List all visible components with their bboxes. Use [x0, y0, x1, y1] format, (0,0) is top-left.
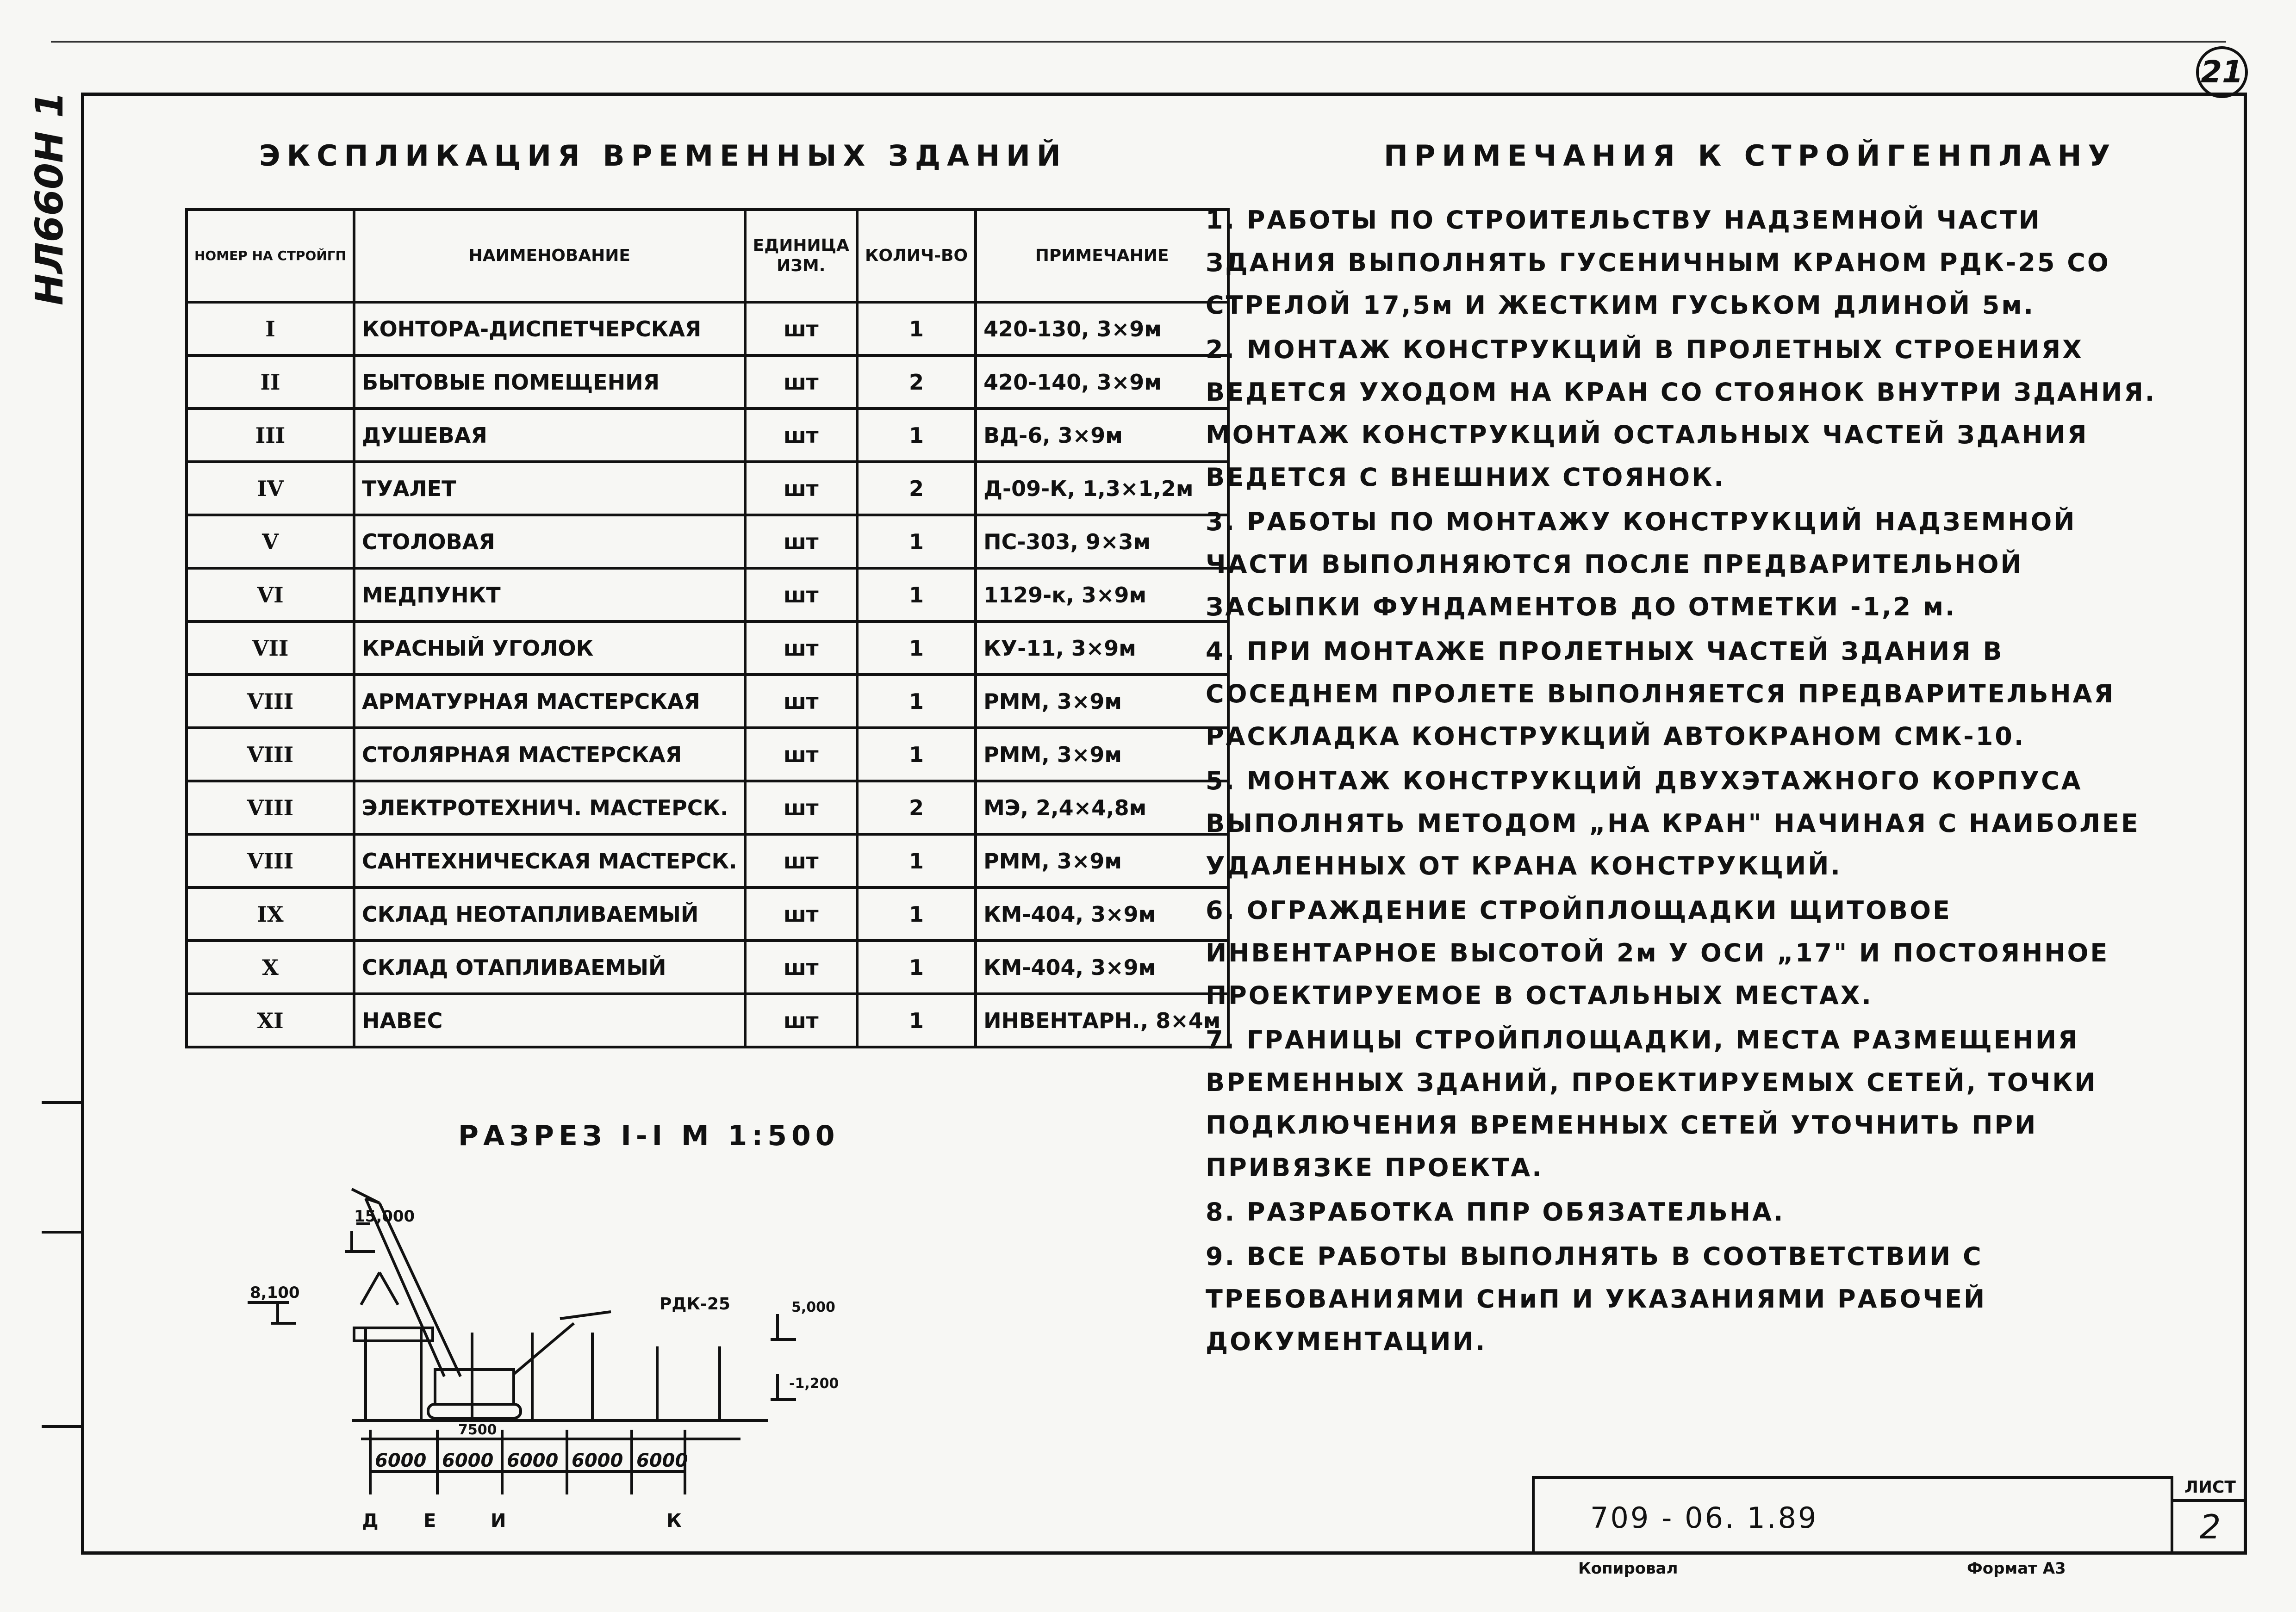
- row-number: XI: [187, 994, 354, 1047]
- top-trim-line: [51, 41, 2226, 43]
- row-note: ПС-303, 9×3м: [976, 515, 1228, 568]
- row-name: ДУШЕВАЯ: [354, 409, 745, 462]
- row-note: КМ-404, 3×9м: [976, 941, 1228, 994]
- row-qty: 1: [857, 728, 976, 781]
- table-row: [187, 887, 1228, 941]
- row-qty: 1: [857, 887, 976, 941]
- row-unit: шт: [745, 462, 857, 515]
- row-qty: 2: [857, 462, 976, 515]
- row-name: СКЛАД НЕОТАПЛИВАЕМЫЙ: [354, 887, 745, 941]
- row-unit: шт: [745, 728, 857, 781]
- note-item: 5. МОНТАЖ КОНСТРУКЦИЙ ДВУХЭТАЖНОГО КОРПУСА ВЫПОЛНЯТЬ МЕТОДОМ „НА КРАН" НАЧИНАЯ С НАИБОЛЕЕ УДАЛЕННЫХ ОТ КРАНА КОНСТРУКЦИЙ.: [1206, 766, 2140, 880]
- row-note: ИНВЕНТАРН., 8×4м: [976, 994, 1228, 1047]
- note-item: 8. РАЗРАБОТКА ППР ОБЯЗАТЕЛЬНА.: [1206, 1197, 1785, 1227]
- table-row: [187, 409, 1228, 462]
- row-qty: 1: [857, 409, 976, 462]
- row-name: АРМАТУРНАЯ МАСТЕРСКАЯ: [354, 675, 745, 728]
- table-row: [187, 941, 1228, 994]
- note-item: 9. ВСЕ РАБОТЫ ВЫПОЛНЯТЬ В СООТВЕТСТВИИ С ТРЕБОВАНИЯМИ СНиП И УКАЗАНИЯМИ РАБОЧЕЙ ДОКУМЕНТАЦИИ.: [1206, 1242, 1987, 1356]
- table-row: [187, 462, 1228, 515]
- sheet-label: ЛИСТ: [2173, 1476, 2247, 1502]
- table-row: [187, 781, 1228, 834]
- row-name: МЕДПУНКТ: [354, 568, 745, 621]
- axis-label: Д: [362, 1510, 379, 1531]
- row-name: НАВЕС: [354, 994, 745, 1047]
- sheet-box: [2171, 1476, 2247, 1555]
- row-unit: шт: [745, 621, 857, 675]
- row-unit: шт: [745, 994, 857, 1047]
- format-label: Формат А3: [1967, 1559, 2066, 1578]
- level-label: 15,000: [354, 1207, 415, 1226]
- table-row: [187, 834, 1228, 887]
- table-row: [187, 675, 1228, 728]
- row-name: ЭЛЕКТРОТЕХНИЧ. МАСТЕРСК.: [354, 781, 745, 834]
- explication-title: ЭКСПЛИКАЦИЯ ВРЕМЕННЫХ ЗДАНИЙ: [259, 139, 1067, 173]
- span-label: 6000: [442, 1450, 494, 1471]
- explication-table: [185, 208, 1230, 1048]
- table-row: [187, 621, 1228, 675]
- row-number: II: [187, 355, 354, 409]
- row-number: IV: [187, 462, 354, 515]
- row-number: VIII: [187, 728, 354, 781]
- row-unit: шт: [745, 834, 857, 887]
- row-unit: шт: [745, 568, 857, 621]
- row-note: КУ-11, 3×9м: [976, 621, 1228, 675]
- row-name: БЫТОВЫЕ ПОМЕЩЕНИЯ: [354, 355, 745, 409]
- margin-tick: [42, 1101, 81, 1104]
- row-unit: шт: [745, 355, 857, 409]
- note-item: 4. ПРИ МОНТАЖЕ ПРОЛЕТНЫХ ЧАСТЕЙ ЗДАНИЯ В СОСЕДНЕМ ПРОЛЕТЕ ВЫПОЛНЯЕТСЯ ПРЕДВАРИТЕЛЬНАЯ РАСКЛАДКА КОНСТРУКЦИЙ АВТОКРАНОМ СМК-10.: [1206, 637, 2116, 751]
- row-name: ТУАЛЕТ: [354, 462, 745, 515]
- row-qty: 1: [857, 621, 976, 675]
- row-unit: шт: [745, 515, 857, 568]
- row-qty: 1: [857, 302, 976, 355]
- header-number: НОМЕР НА СТРОЙГП: [187, 210, 354, 302]
- header-qty: КОЛИЧ-ВО: [857, 210, 976, 302]
- title-block-code: 709 - 06. 1.89: [1532, 1476, 2171, 1555]
- span-label: 6000: [636, 1450, 688, 1471]
- note-item: 3. РАБОТЫ ПО МОНТАЖУ КОНСТРУКЦИЙ НАДЗЕМНОЙ ЧАСТИ ВЫПОЛНЯЮТСЯ ПОСЛЕ ПРЕДВАРИТЕЛЬНОЙ ЗАСЫПКИ ФУНДАМЕНТОВ ДО ОТМЕТКИ -1,2 м.: [1206, 507, 2077, 621]
- note-item: 2. МОНТАЖ КОНСТРУКЦИЙ В ПРОЛЕТНЫХ СТРОЕНИЯХ ВЕДЕТСЯ УХОДОМ НА КРАН СО СТОЯНОК ВНУТРИ ЗДАНИЯ. МОНТАЖ КОНСТРУКЦИЙ ОСТАЛЬНЫХ ЧАСТЕЙ ЗДАНИЯ ВЕДЕТСЯ С ВНЕШНИХ СТОЯНОК.: [1206, 335, 2157, 492]
- margin-tick: [42, 1231, 81, 1234]
- span-label: 6000: [375, 1450, 427, 1471]
- row-qty: 1: [857, 568, 976, 621]
- row-name: СКЛАД ОТАПЛИВАЕМЫЙ: [354, 941, 745, 994]
- row-note: РММ, 3×9м: [976, 834, 1228, 887]
- row-note: 420-130, 3×9м: [976, 302, 1228, 355]
- row-unit: шт: [745, 887, 857, 941]
- row-number: VIII: [187, 781, 354, 834]
- header-note: ПРИМЕЧАНИЕ: [976, 210, 1228, 302]
- level-label: -1,200: [789, 1376, 839, 1392]
- margin-tick: [42, 1425, 81, 1428]
- row-number: IX: [187, 887, 354, 941]
- row-number: VIII: [187, 834, 354, 887]
- row-unit: шт: [745, 409, 857, 462]
- row-qty: 2: [857, 781, 976, 834]
- row-number: X: [187, 941, 354, 994]
- row-unit: шт: [745, 941, 857, 994]
- row-note: Д-09-К, 1,3×1,2м: [976, 462, 1228, 515]
- level-label: 5,000: [791, 1299, 835, 1315]
- row-name: КОНТОРА-ДИСПЕТЧЕРСКАЯ: [354, 302, 745, 355]
- row-qty: 1: [857, 515, 976, 568]
- table-row: [187, 994, 1228, 1047]
- row-qty: 1: [857, 941, 976, 994]
- note-item: 6. ОГРАЖДЕНИЕ СТРОЙПЛОЩАДКИ ЩИТОВОЕ ИНВЕНТАРНОЕ ВЫСОТОЙ 2м У ОСИ „17" И ПОСТОЯННОЕ ПРОЕКТИРУЕМОЕ В ОСТАЛЬНЫХ МЕСТАХ.: [1206, 896, 2109, 1010]
- table-header-row: [187, 210, 1228, 302]
- level-label: 8,100: [250, 1283, 300, 1302]
- row-number: V: [187, 515, 354, 568]
- row-note: РММ, 3×9м: [976, 728, 1228, 781]
- row-qty: 1: [857, 994, 976, 1047]
- table-row: [187, 355, 1228, 409]
- row-note: КМ-404, 3×9м: [976, 887, 1228, 941]
- row-note: МЭ, 2,4×4,8м: [976, 781, 1228, 834]
- row-unit: шт: [745, 675, 857, 728]
- row-unit: шт: [745, 302, 857, 355]
- row-name: САНТЕХНИЧЕСКАЯ МАСТЕРСК.: [354, 834, 745, 887]
- header-name: НАИМЕНОВАНИЕ: [354, 210, 745, 302]
- section-title: РАЗРЕЗ I-I М 1:500: [458, 1120, 840, 1152]
- row-qty: 1: [857, 834, 976, 887]
- sheet-number-circle: 21: [2196, 46, 2248, 98]
- header-unit: ЕДИНИЦА ИЗМ.: [745, 210, 857, 302]
- table-row: [187, 302, 1228, 355]
- row-name: СТОЛЯРНАЯ МАСТЕРСКАЯ: [354, 728, 745, 781]
- table-row: [187, 568, 1228, 621]
- section-drawing: [241, 1171, 944, 1569]
- sheet-value: 2: [2199, 1507, 2221, 1546]
- row-number: VIII: [187, 675, 354, 728]
- span-label: 6000: [507, 1450, 559, 1471]
- axis-label: К: [666, 1510, 682, 1531]
- notes-title: ПРИМЕЧАНИЯ К СТРОЙГЕНПЛАНУ: [1384, 139, 2117, 173]
- row-note: 1129-к, 3×9м: [976, 568, 1228, 621]
- axis-label: Е: [423, 1510, 436, 1531]
- note-item: 7. ГРАНИЦЫ СТРОЙПЛОЩАДКИ, МЕСТА РАЗМЕЩЕНИЯ ВРЕМЕННЫХ ЗДАНИЙ, ПРОЕКТИРУЕМЫХ СЕТЕЙ, ТОЧКИ ПОДКЛЮЧЕНИЯ ВРЕМЕННЫХ СЕТЕЙ УТОЧНИТЬ ПРИ ПРИВЯЗКЕ ПРОЕКТА.: [1206, 1025, 2097, 1182]
- row-number: VII: [187, 621, 354, 675]
- table-row: [187, 728, 1228, 781]
- notes-list: [1206, 199, 2173, 1365]
- row-note: РММ, 3×9м: [976, 675, 1228, 728]
- row-qty: 1: [857, 675, 976, 728]
- row-number: I: [187, 302, 354, 355]
- row-note: 420-140, 3×9м: [976, 355, 1228, 409]
- row-name: КРАСНЫЙ УГОЛОК: [354, 621, 745, 675]
- side-code: НЛ660Н 1: [28, 91, 72, 305]
- row-note: ВД-6, 3×9м: [976, 409, 1228, 462]
- row-unit: шт: [745, 781, 857, 834]
- row-name: СТОЛОВАЯ: [354, 515, 745, 568]
- row-number: III: [187, 409, 354, 462]
- axis-label: И: [491, 1510, 506, 1531]
- copied-label: Копировал: [1578, 1559, 1678, 1578]
- table-row: [187, 515, 1228, 568]
- span-label: 6000: [572, 1450, 623, 1471]
- crane-label: РДК-25: [660, 1295, 730, 1314]
- row-number: VI: [187, 568, 354, 621]
- note-item: 1. РАБОТЫ ПО СТРОИТЕЛЬСТВУ НАДЗЕМНОЙ ЧАСТИ ЗДАНИЯ ВЫПОЛНЯТЬ ГУСЕНИЧНЫМ КРАНОМ РДК-25 СО СТРЕЛОЙ 17,5м И ЖЕСТКИМ ГУСЬКОМ ДЛИНОЙ 5м.: [1206, 205, 2110, 320]
- reach-label: 7500: [458, 1422, 497, 1438]
- row-qty: 2: [857, 355, 976, 409]
